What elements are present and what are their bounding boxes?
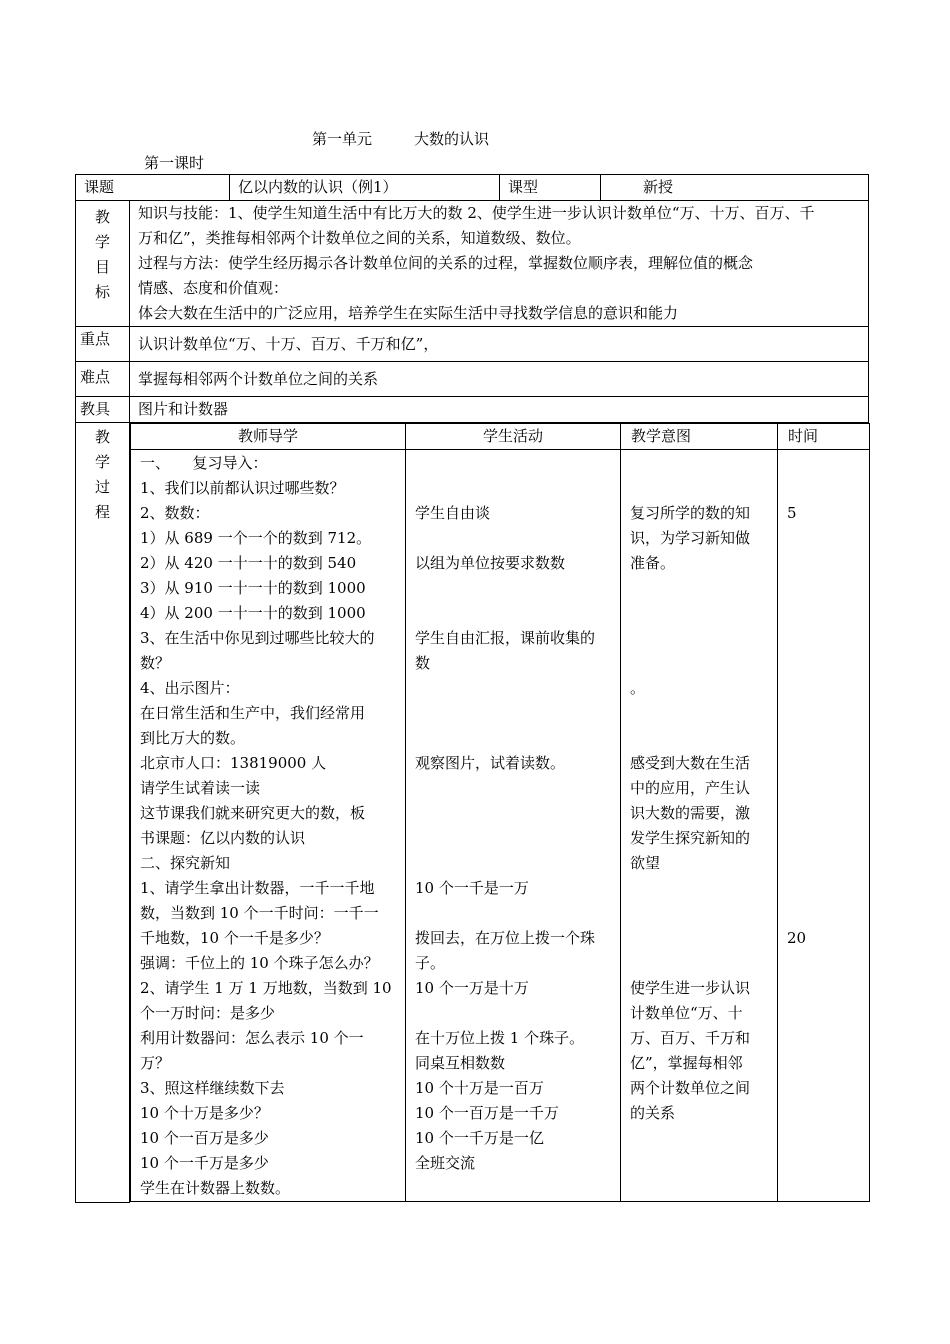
teacher-line: 二、探究新知 — [140, 854, 231, 872]
student-line — [415, 1001, 620, 1026]
unit-label: 第一单元 — [312, 130, 373, 148]
student-line: 10 个十万是一百万 — [415, 1079, 544, 1097]
teacher-line: 3、照这样继续数下去 — [140, 1079, 285, 1097]
teacher-line: 强调：千位上的 10 个珠子怎么办？ — [140, 954, 379, 972]
student-line — [415, 901, 620, 926]
time-line — [787, 526, 869, 551]
time-line — [787, 801, 869, 826]
goal-line: 体会大数在生活中的广泛应用，培养学生在实际生活中寻找数学信息的意识和能力 — [138, 304, 679, 322]
time-line — [787, 576, 869, 601]
key-point-row — [76, 327, 869, 362]
goal-line: 知识与技能：1、使学生知道生活中有比万大的数 2、使学生进一步认识计数单位“万、十万、百万、千 — [138, 204, 815, 222]
page-title — [312, 128, 489, 149]
goal-line: 万和亿”，类推每相邻两个计数单位之间的关系，知道数级、数位。 — [138, 229, 581, 247]
type-value: 新授 — [601, 175, 869, 201]
intent-line: 感受到大数在生活 — [630, 754, 751, 772]
time-line — [787, 851, 869, 876]
lesson-label: 第一课时 — [144, 154, 205, 172]
intent-line: 使学生进一步认识 — [630, 979, 751, 997]
time-line — [787, 1176, 869, 1201]
student-line — [415, 1176, 620, 1201]
teacher-line: 2）从 420 一十一十的数到 540 — [140, 554, 357, 572]
time-line — [787, 976, 869, 1001]
process-body-row — [131, 450, 870, 1202]
student-line — [415, 826, 620, 851]
student-line: 数 — [415, 654, 431, 672]
student-line — [415, 726, 620, 751]
intent-line — [630, 1151, 777, 1176]
intent-line: 发学生探究新知的 — [630, 829, 751, 847]
teacher-line: 万？ — [140, 1054, 171, 1072]
time-line — [787, 601, 869, 626]
teacher-line: 4）从 200 一十一十的数到 1000 — [140, 604, 366, 622]
time-line — [787, 1151, 869, 1176]
student-line — [415, 701, 620, 726]
time-line: 5 — [787, 504, 797, 522]
student-line: 拨回去，在万位上拨一个珠 — [415, 929, 596, 947]
student-line: 10 个一千万是一亿 — [415, 1129, 544, 1147]
teacher-column — [131, 450, 406, 1202]
time-line — [787, 751, 869, 776]
header-student: 学生活动 — [406, 424, 621, 450]
intent-line: 欲望 — [630, 854, 661, 872]
intent-line — [630, 951, 777, 976]
intent-line: 。 — [630, 679, 646, 697]
time-line — [787, 951, 869, 976]
intent-line — [630, 576, 777, 601]
student-line: 同桌互相数数 — [415, 1054, 506, 1072]
time-line — [787, 451, 869, 476]
intent-line — [630, 876, 777, 901]
student-line — [415, 851, 620, 876]
intent-line — [630, 1126, 777, 1151]
intent-line: 的关系 — [630, 1104, 676, 1122]
time-line — [787, 901, 869, 926]
student-line — [415, 601, 620, 626]
intent-line: 准备。 — [630, 554, 676, 572]
teacher-line: 10 个十万是多少？ — [140, 1104, 269, 1122]
teacher-line: 3）从 910 一十一十的数到 1000 — [140, 579, 366, 597]
process-label: 教 学 过 程 — [76, 423, 130, 1203]
student-column — [406, 450, 621, 1202]
intent-line: 识，为学习新知做 — [630, 529, 751, 547]
header-intent: 教学意图 — [621, 424, 778, 450]
process-row — [76, 423, 869, 1203]
intent-line: 两个计数单位之间 — [630, 1079, 751, 1097]
time-line — [787, 1101, 869, 1126]
tools-label: 教具 — [76, 397, 130, 423]
teacher-line: 10 个一千万是多少 — [140, 1154, 269, 1172]
teacher-line: 到比万大的数。 — [140, 729, 246, 747]
time-line — [787, 1051, 869, 1076]
time-line — [787, 876, 869, 901]
student-line: 子。 — [415, 954, 446, 972]
topic-value: 亿以内数的认识（例1） — [230, 175, 500, 201]
topic-row — [76, 175, 869, 201]
difficulty-value: 掌握每相邻两个计数单位之间的关系 — [130, 362, 869, 397]
intent-line — [630, 926, 777, 951]
intent-line — [630, 476, 777, 501]
teacher-line: 这节课我们就来研究更大的数，板 — [140, 804, 366, 822]
intent-line: 计数单位“万、十 — [630, 1004, 743, 1022]
intent-line — [630, 626, 777, 651]
time-line — [787, 551, 869, 576]
lesson-plan-table — [75, 174, 869, 1203]
process-content — [130, 423, 869, 1203]
time-line — [787, 676, 869, 701]
intent-line: 复习所学的数的知 — [630, 504, 751, 522]
goal-line: 过程与方法：使学生经历揭示各计数单位间的关系的过程，掌握数位顺序表，理解位值的概念 — [138, 254, 754, 272]
intent-line — [630, 726, 777, 751]
goal-line: 情感、态度和价值观： — [138, 279, 289, 297]
intent-line: 中的应用，产生认 — [630, 779, 751, 797]
time-line — [787, 626, 869, 651]
process-header-row — [131, 424, 870, 450]
unit-title: 大数的认识 — [414, 130, 490, 148]
goals-label: 教 学 目 标 — [76, 201, 130, 327]
student-line — [415, 801, 620, 826]
student-line: 全班交流 — [415, 1154, 476, 1172]
intent-line — [630, 901, 777, 926]
student-line: 观察图片，试着读数。 — [415, 754, 566, 772]
time-line — [787, 1026, 869, 1051]
intent-line — [630, 651, 777, 676]
student-line: 10 个一万是十万 — [415, 979, 529, 997]
goals-row — [76, 201, 869, 327]
header-teacher: 教师导学 — [131, 424, 406, 450]
time-line — [787, 701, 869, 726]
teacher-line: 利用计数器问：怎么表示 10 个一 — [140, 1029, 364, 1047]
time-line — [787, 651, 869, 676]
student-line — [415, 676, 620, 701]
teacher-line: 1、请学生拿出计数器，一千一千地 — [140, 879, 375, 897]
time-line — [787, 1126, 869, 1151]
process-table — [130, 423, 870, 1202]
teacher-line: 3、在生活中你见到过哪些比较大的 — [140, 629, 375, 647]
intent-line: 识大数的需要，激 — [630, 804, 751, 822]
teacher-line: 个一万时问：是多少 — [140, 1004, 276, 1022]
student-line — [415, 451, 620, 476]
intent-line: 万、百万、千万和 — [630, 1029, 751, 1047]
student-line: 学生自由谈 — [415, 504, 491, 522]
time-line — [787, 1001, 869, 1026]
intent-line: 亿”，掌握每相邻 — [630, 1054, 743, 1072]
teacher-line: 1）从 689 一个一个的数到 712。 — [140, 529, 372, 547]
time-line — [787, 1076, 869, 1101]
student-line: 10 个一千是一万 — [415, 879, 529, 897]
time-line: 20 — [787, 929, 807, 947]
teacher-line: 书课题：亿以内数的认识 — [140, 829, 306, 847]
intent-column — [621, 450, 778, 1202]
teacher-line: 请学生试着读一读 — [140, 779, 261, 797]
teacher-line: 学生在计数器上数数。 — [140, 1179, 291, 1197]
teacher-line: 2、数数： — [140, 504, 210, 522]
student-line: 在十万位上拨 1 个珠子。 — [415, 1029, 585, 1047]
teacher-line: 千地数，10 个一千是多少？ — [140, 929, 329, 947]
student-line — [415, 526, 620, 551]
student-line: 学生自由汇报，课前收集的 — [415, 629, 596, 647]
student-line — [415, 576, 620, 601]
tools-value: 图片和计数器 — [130, 397, 869, 423]
topic-label: 课题 — [76, 175, 230, 201]
teacher-line: 一、 复习导入： — [140, 454, 268, 472]
teacher-line: 1、我们以前都认识过哪些数？ — [140, 479, 345, 497]
student-line: 10 个一百万是一千万 — [415, 1104, 559, 1122]
key-point-label: 重点 — [76, 327, 130, 362]
teacher-line: 数，当数到 10 个一千时问：一千一 — [140, 904, 379, 922]
student-line — [415, 476, 620, 501]
intent-line — [630, 451, 777, 476]
time-column — [778, 450, 870, 1202]
header-time: 时间 — [778, 424, 870, 450]
teacher-line: 北京市人口：13819000 人 — [140, 754, 327, 772]
teacher-line: 数？ — [140, 654, 171, 672]
time-line — [787, 776, 869, 801]
teacher-line: 在日常生活和生产中，我们经常用 — [140, 704, 366, 722]
intent-line — [630, 1176, 777, 1201]
key-point-value: 认识计数单位“万、十万、百万、千万和亿”， — [130, 327, 869, 362]
teacher-line: 10 个一百万是多少 — [140, 1129, 269, 1147]
time-line — [787, 826, 869, 851]
student-line: 以组为单位按要求数数 — [415, 554, 566, 572]
type-label: 课型 — [500, 175, 601, 201]
teacher-line: 4、出示图片： — [140, 679, 240, 697]
intent-line — [630, 701, 777, 726]
tools-row — [76, 397, 869, 423]
student-line — [415, 776, 620, 801]
time-line — [787, 726, 869, 751]
time-line — [787, 476, 869, 501]
intent-line — [630, 601, 777, 626]
goals-content — [130, 201, 869, 327]
difficulty-label: 难点 — [76, 362, 130, 397]
difficulty-row — [76, 362, 869, 397]
teacher-line: 2、请学生 1 万 1 万地数，当数到 10 — [140, 979, 392, 997]
